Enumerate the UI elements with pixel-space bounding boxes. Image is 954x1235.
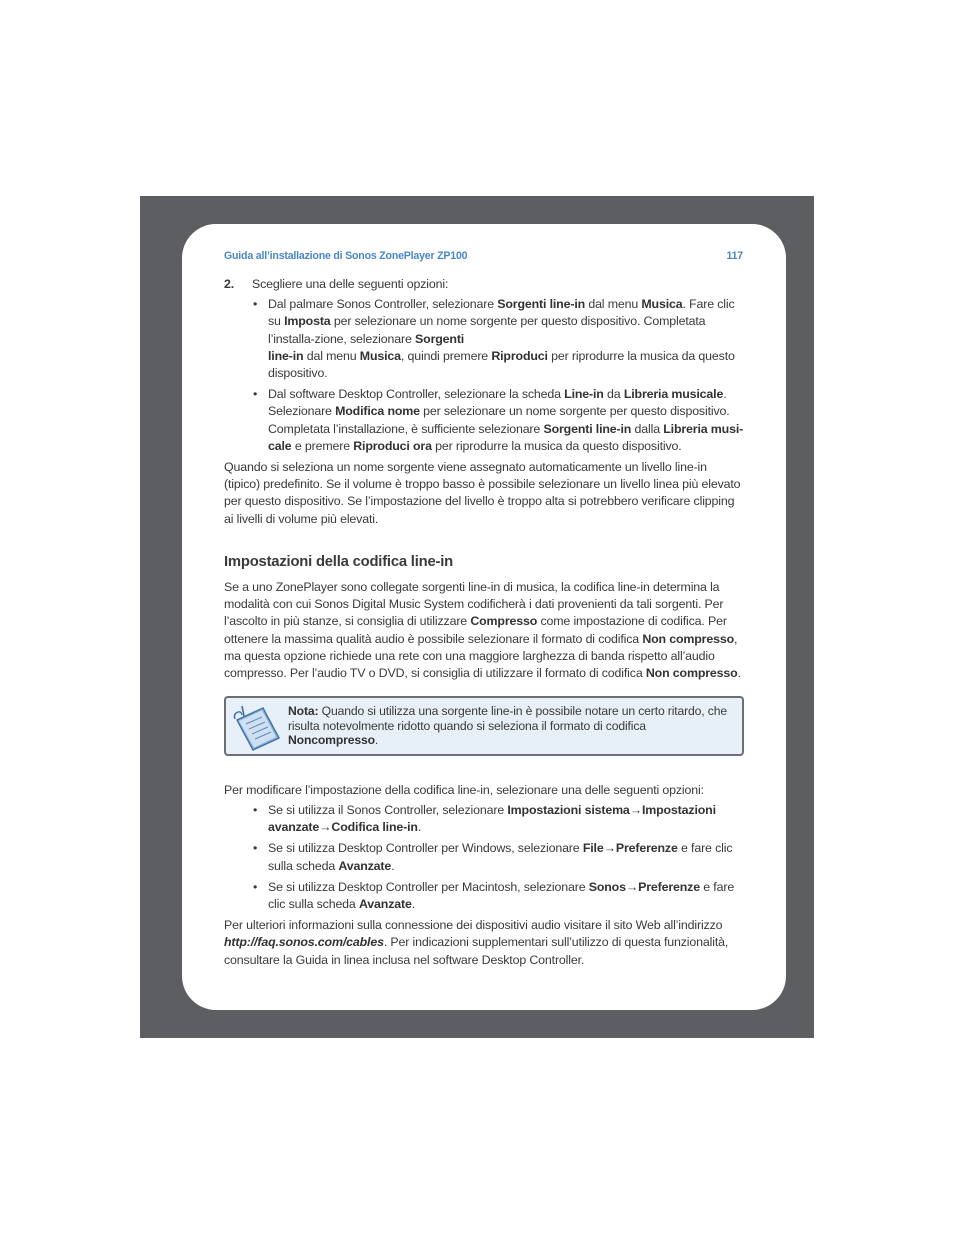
- text: dal menu: [585, 297, 642, 312]
- ui-term: Sorgenti: [415, 331, 465, 346]
- bullet-icon: •: [253, 387, 258, 402]
- paragraph-encoding: [224, 579, 744, 682]
- ui-term: Sorgenti line-in: [543, 421, 632, 436]
- bullet-icon: •: [253, 879, 258, 894]
- text: dalla: [631, 421, 664, 436]
- ui-term: Line-in: [564, 387, 604, 402]
- step-number: 2.: [224, 277, 235, 291]
- list-item: [224, 386, 744, 455]
- text: Se si utilizza Desktop Controller per Macintosh, selezionare: [268, 879, 589, 894]
- ui-term: Riproduci ora: [353, 438, 432, 453]
- arrow-icon: →: [319, 820, 332, 835]
- text: . Fare clic su: [268, 297, 735, 329]
- text: per selezionare un nome sorgente per questo dispositivo. Completata l’installa-zione, selezionare: [268, 314, 706, 346]
- ui-term: line-in: [268, 348, 304, 363]
- ui-term: Preferenze: [638, 879, 700, 894]
- text: dal menu: [303, 348, 360, 363]
- text: .: [374, 733, 379, 748]
- step-options-list: [224, 296, 744, 455]
- page-number: 117: [726, 250, 743, 262]
- running-header: [224, 248, 744, 270]
- paragraph-more-info: [224, 917, 744, 969]
- header-title: Guida all’installazione di Sonos ZonePlayer ZP100: [224, 250, 468, 262]
- document-sheet: [182, 224, 786, 1010]
- arrow-icon: →: [625, 879, 639, 894]
- ui-term: Musica: [641, 297, 683, 312]
- ui-term: Musica: [359, 348, 401, 363]
- text: Se si utilizza il Sonos Controller, selezionare: [268, 802, 508, 817]
- ui-term: Preferenze: [615, 841, 678, 856]
- text: Per ulteriori informazioni sulla connessione dei dispositivi audio visitare il sito Web all’indirizzo: [224, 918, 723, 933]
- ui-term: Codifica line-in: [331, 820, 418, 835]
- ui-term: Sorgenti line-in: [497, 297, 586, 312]
- section-title: Impostazioni della codifica line-in: [224, 553, 453, 570]
- step-2: [224, 276, 744, 293]
- text: Dal palmare Sonos Controller, selezionare: [268, 297, 498, 312]
- list-item: [224, 879, 744, 913]
- ui-term: Non compresso: [642, 631, 735, 646]
- list-item: [224, 840, 744, 874]
- text: , quindi premere: [400, 348, 492, 363]
- note-paper-icon: [229, 702, 285, 752]
- text: .: [737, 666, 741, 681]
- ui-term: Sonos: [588, 879, 626, 894]
- ui-term: Noncompresso: [288, 733, 375, 748]
- text: .: [417, 820, 422, 835]
- note-label: Nota:: [288, 704, 319, 719]
- ui-term: Libreria musicale: [623, 387, 724, 402]
- bullet-icon: •: [253, 841, 258, 856]
- text: Dal software Desktop Controller, selezionare la scheda: [268, 387, 565, 402]
- text: e fare clic sulla scheda: [268, 841, 733, 873]
- ui-term: Compresso: [470, 614, 538, 629]
- ui-term: Impostazioni avanzate: [268, 802, 716, 835]
- text: come impostazione di codifica. Per ottenere la massima qualità audio è possibile selezionare il formato di codifica: [224, 614, 727, 646]
- list-item: [224, 802, 744, 836]
- text: .: [411, 896, 416, 911]
- ui-term: Riproduci: [491, 348, 548, 363]
- list-item: [224, 296, 744, 382]
- text: .: [391, 858, 395, 873]
- encoding-options-list: [224, 802, 744, 913]
- text: Se a uno ZonePlayer sono collegate sorgenti line-in di musica, la codifica line-in determina la modalità con cui Sonos Digital Music System codificherà i dati provenienti da tali sorgenti. Per l’ascolto in più stanze, si consiglia di utilizzare: [224, 580, 724, 629]
- text: . Selezionare: [268, 387, 727, 419]
- text: da: [603, 387, 624, 402]
- page-frame: [140, 196, 814, 1038]
- ui-term: Imposta: [284, 314, 331, 329]
- paragraph-line-in-level: Quando si seleziona un nome sorgente viene assegnato automaticamente un livello line-in (tipico) predefinito. Se il volume è troppo basso è possibile selezionare un livello linea più elevato per questo dispositivo. Se l’impostazione del livello è troppo alta si potrebbero verificare clipping ai livelli di volume più elevati.: [224, 460, 741, 526]
- text: Se si utilizza Desktop Controller per Windows, selezionare: [268, 841, 583, 856]
- ui-term: Avanzate: [338, 858, 392, 873]
- ui-term: Libreria musi-cale: [268, 421, 744, 453]
- text: e premere: [291, 438, 354, 453]
- ui-term: File: [582, 841, 604, 856]
- ui-term: Avanzate: [358, 896, 412, 911]
- ui-term: Modifica nome: [335, 404, 420, 419]
- arrow-icon: →: [603, 841, 616, 856]
- text: e fare clic sulla scheda: [268, 879, 735, 911]
- paragraph-modify-intro: Per modificare l’impostazione della codifica line-in, selezionare una delle seguenti opzioni:: [224, 782, 704, 797]
- text: per riprodurre la musica da questo dispositivo.: [431, 438, 682, 453]
- text: Quando si utilizza una sorgente line-in è possibile notare un certo ritardo, che risulta notevolmente ridotto quando si seleziona il formato di codifica: [288, 704, 727, 733]
- note-box: [224, 696, 744, 756]
- document-content: [224, 248, 744, 969]
- bullet-icon: •: [253, 802, 258, 817]
- arrow-icon: →: [629, 802, 642, 817]
- text: . Per indicazioni supplementari sull’utilizzo di questa funzionalità, consultare la Guida in linea inclusa nel software Desktop Controller.: [224, 935, 729, 967]
- text: , ma questa opzione richiede una rete con una maggiore larghezza di banda rispetto all’audio compresso. Per l’audio TV o DVD, si consiglia di utilizzare il formato di codifica: [224, 631, 738, 681]
- text: per selezionare un nome sorgente per questo dispositivo. Completata l’installazione, è sufficiente selezionare: [268, 404, 730, 436]
- faq-link[interactable]: http://faq.sonos.com/cables: [224, 935, 384, 950]
- bullet-icon: •: [253, 297, 258, 312]
- text: per riprodurre la musica da questo dispositivo.: [268, 348, 735, 381]
- ui-term: Non compresso: [645, 666, 738, 681]
- ui-term: Impostazioni sistema: [507, 802, 630, 817]
- step-intro: Scegliere una delle seguenti opzioni:: [252, 277, 449, 291]
